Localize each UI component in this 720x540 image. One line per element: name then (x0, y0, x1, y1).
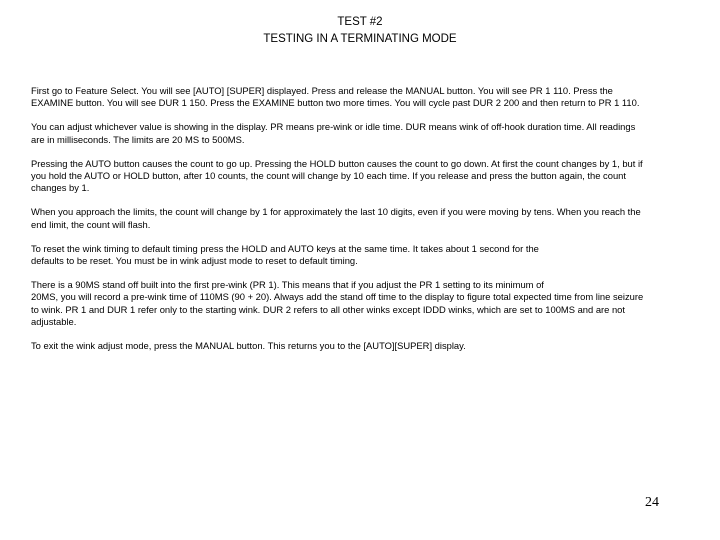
paragraph (31, 340, 693, 352)
text-line: changes by 1. (31, 182, 90, 194)
text-line: you hold the AUTO or HOLD button, after 10 counts, the count will change by 10 each time. If you release and press the button again, the count (31, 170, 626, 182)
text-line: First go to Feature Select. You will see [AUTO] [SUPER] displayed. Press and release the MANUAL button. You will see PR 1 110. Press the (31, 85, 613, 96)
text-line: end limit, the count will flash. (31, 218, 151, 230)
title-block (0, 14, 720, 48)
page-title: TEST #2 (337, 16, 383, 28)
paragraph (31, 85, 693, 109)
text-line: To exit the wink adjust mode, press the MANUAL button. This returns you to the [AUTO][SUPER] display. (31, 340, 466, 352)
text-line: You can adjust whichever value is showing in the display. PR means pre-wink or idle time. DUR means wink of off-hook duration time. All readings (31, 121, 636, 133)
text-line: To reset the wink timing to default timing press the HOLD and AUTO keys at the same time. It takes about 1 second for the (31, 242, 539, 254)
text-line: Pressing the AUTO button causes the count to go up. Pressing the HOLD button causes the count to go down. At first the count changes by 1, but if (31, 157, 643, 169)
text-line: When you approach the limits, the count will change by 1 for approximately the last 10 digits, even if you were moving by tens. When you reach the (31, 206, 641, 218)
paragraph (31, 243, 693, 267)
text-line: adjustable. (31, 315, 77, 327)
body-text (31, 85, 693, 364)
paragraph (31, 121, 693, 145)
text-line: There is a 90MS stand off built into the first pre-wink (PR 1). This means that if you adjust the PR 1 setting to its minimum of (31, 279, 544, 291)
page-subtitle: TESTING IN A TERMINATING MODE (263, 33, 457, 45)
paragraph (31, 158, 693, 195)
text-line: EXAMINE button. You will see DUR 1 150. Press the EXAMINE button two more times. You will cycle past DUR 2 200 and then return to PR 1 110. (31, 97, 640, 109)
paragraph (31, 279, 693, 328)
text-line: are in milliseconds. The limits are 20 MS to 500MS. (31, 133, 245, 145)
text-line: defaults to be reset. You must be in wink adjust mode to reset to default timing. (31, 255, 358, 267)
text-line: to wink. PR 1 and DUR 1 refer only to the starting wink. DUR 2 refers to all other winks except IDDD winks, which are set to 100MS and are not (31, 303, 626, 315)
page-number: 24 (645, 495, 659, 510)
paragraph (31, 206, 693, 230)
text-line: 20MS, you will record a pre-wink time of 110MS (90 + 20). Always add the stand off time to the display to figure total expected time from line seizure (31, 291, 644, 303)
